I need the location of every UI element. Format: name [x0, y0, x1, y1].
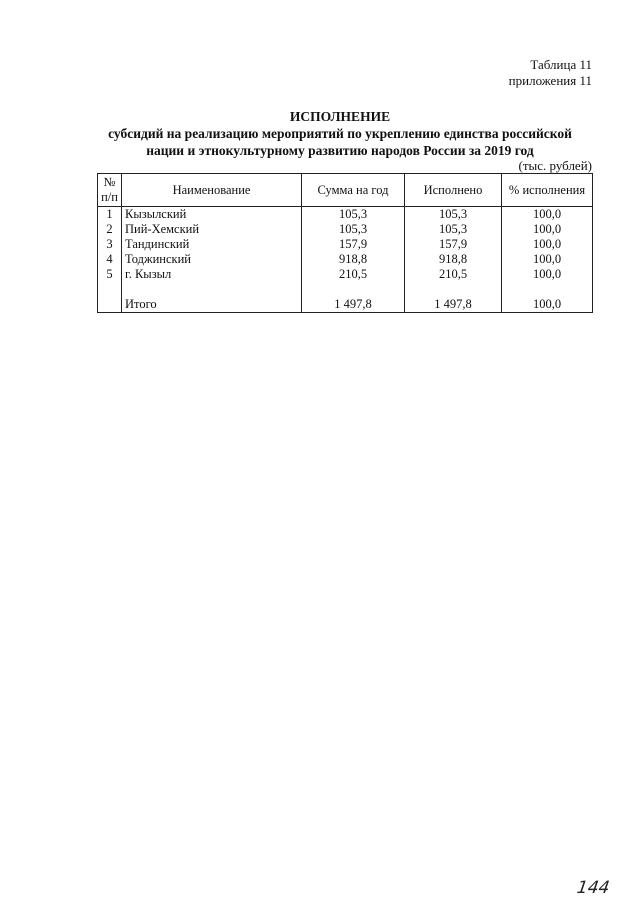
row-number: 5 [98, 267, 122, 282]
table-reference: Таблица 11 [530, 57, 592, 72]
appendix-reference: приложения 11 [508, 73, 592, 88]
row-name: Тандинский [122, 237, 302, 252]
row-percent: 100,0 [502, 222, 593, 237]
table-row [98, 207, 593, 223]
row-number: 4 [98, 252, 122, 267]
row-number: 2 [98, 222, 122, 237]
row-percent: 100,0 [502, 252, 593, 267]
total-label: Итого [122, 297, 302, 313]
table-row [98, 267, 593, 282]
column-header-name: Наименование [122, 174, 302, 207]
total-percent: 100,0 [502, 297, 593, 313]
row-annual-sum: 918,8 [302, 252, 405, 267]
column-header-annual-sum: Сумма на год [302, 174, 405, 207]
row-executed: 105,3 [405, 207, 502, 223]
table-row [98, 252, 593, 267]
total-annual-sum: 1 497,8 [302, 297, 405, 313]
row-executed: 157,9 [405, 237, 502, 252]
row-percent: 100,0 [502, 267, 593, 282]
table-header-row [98, 174, 593, 207]
row-number: 1 [98, 207, 122, 223]
table-total-row [98, 297, 593, 313]
row-annual-sum: 157,9 [302, 237, 405, 252]
row-number: 3 [98, 237, 122, 252]
document-title: ИСПОЛНЕНИЕ [289, 109, 391, 124]
row-name: Кызылский [122, 207, 302, 223]
document-subtitle-line2: нации и этнокультурному развитию народов России за 2019 год [146, 143, 534, 158]
table-spacer-row [98, 282, 593, 297]
handwritten-page-number: 144 [575, 878, 611, 898]
table-row [98, 222, 593, 237]
execution-table [97, 173, 593, 313]
row-executed: 918,8 [405, 252, 502, 267]
row-name: Пий-Хемский [122, 222, 302, 237]
row-name: Тоджинский [122, 252, 302, 267]
row-executed: 210,5 [405, 267, 502, 282]
table-row [98, 237, 593, 252]
row-annual-sum: 105,3 [302, 207, 405, 223]
row-percent: 100,0 [502, 237, 593, 252]
column-header-executed: Исполнено [405, 174, 502, 207]
column-header-percent: % исполнения [502, 174, 593, 207]
units-label: (тыс. рублей) [518, 158, 592, 173]
row-annual-sum: 105,3 [302, 222, 405, 237]
total-executed: 1 497,8 [405, 297, 502, 313]
total-number [98, 297, 122, 313]
row-name: г. Кызыл [122, 267, 302, 282]
column-header-number: № п/п [98, 174, 122, 207]
row-annual-sum: 210,5 [302, 267, 405, 282]
document-subtitle-line1: субсидий на реализацию мероприятий по укреплению единства российской [108, 126, 572, 141]
row-executed: 105,3 [405, 222, 502, 237]
row-percent: 100,0 [502, 207, 593, 223]
